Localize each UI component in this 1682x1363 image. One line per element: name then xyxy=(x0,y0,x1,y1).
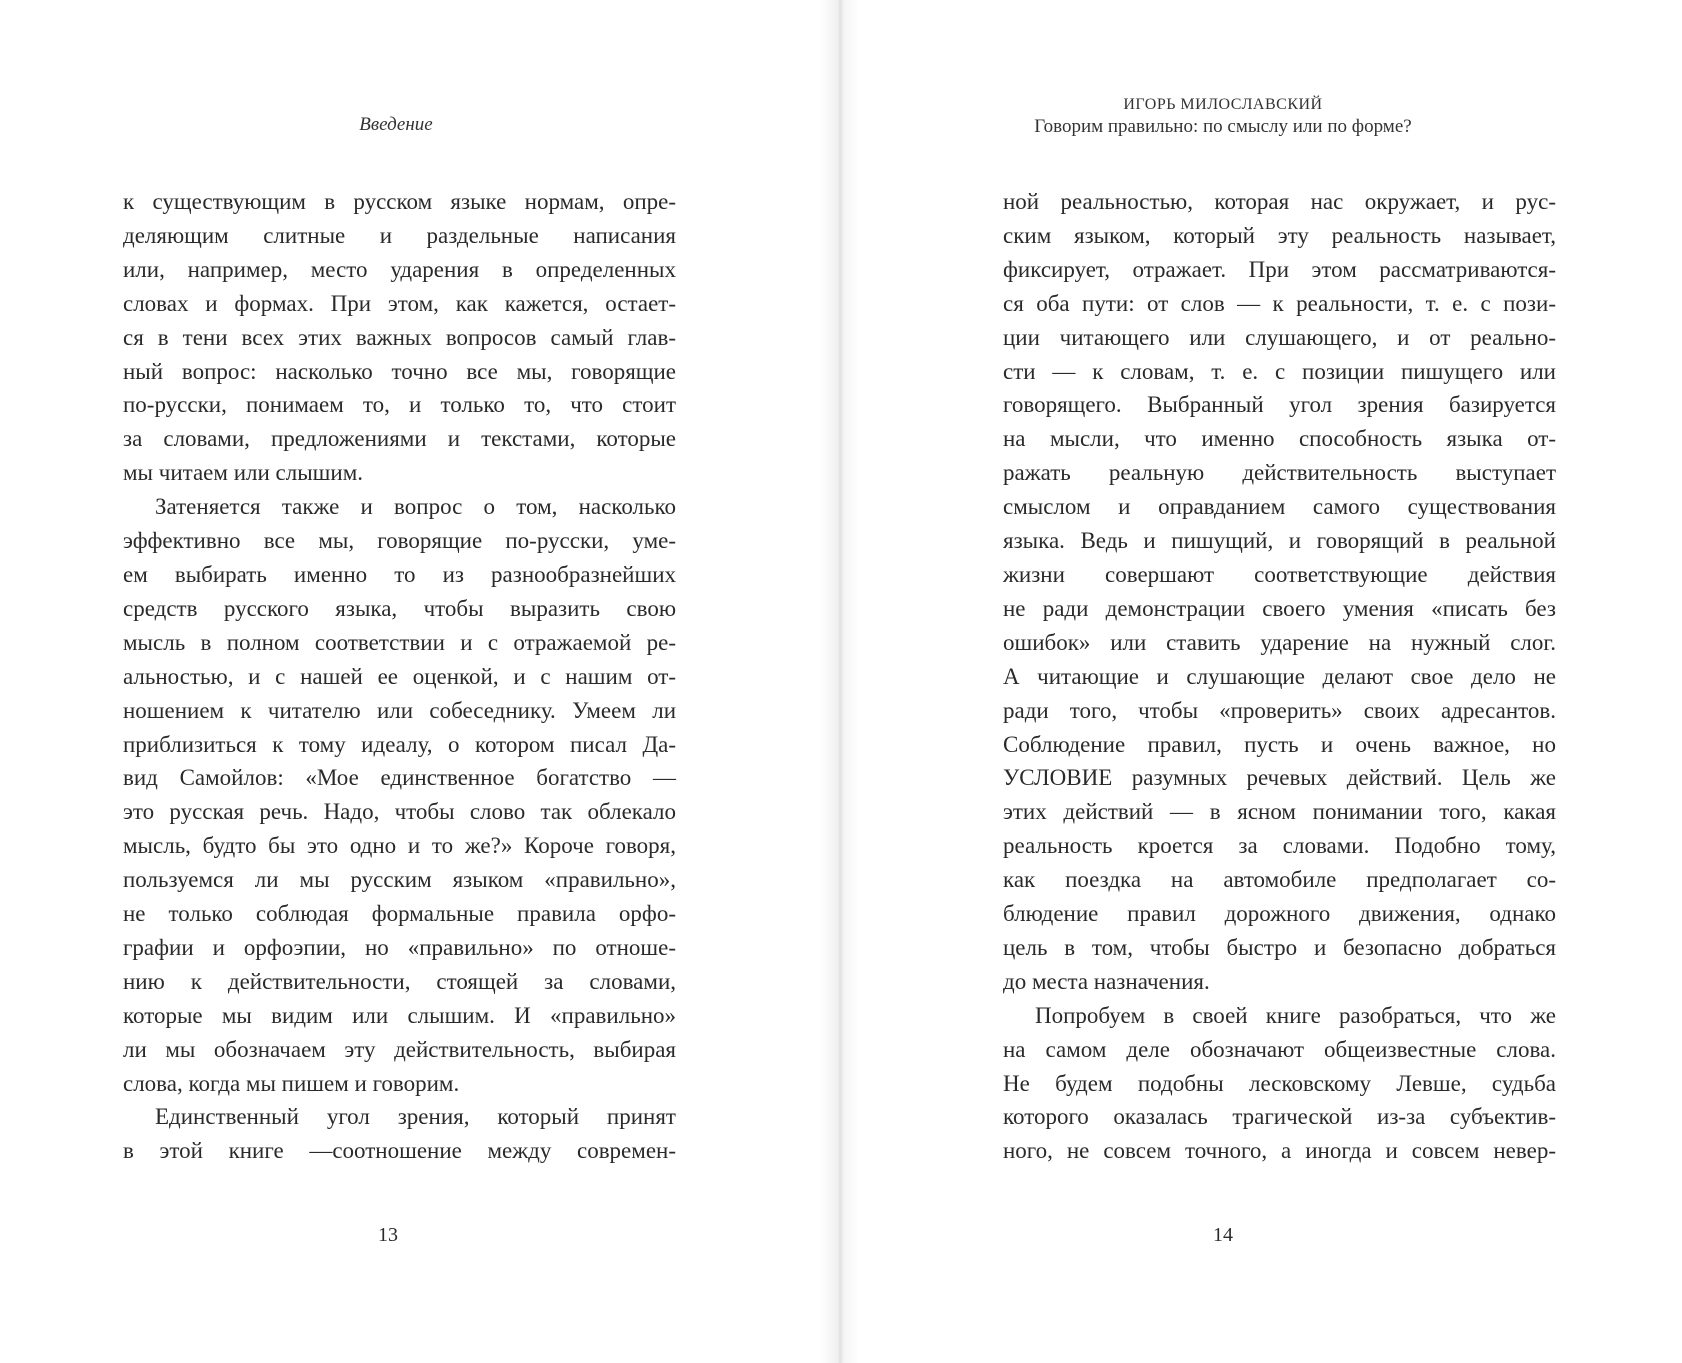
text-line: к существующим в русском языке нормам, опре- xyxy=(123,189,676,214)
text-line: на самом деле обозначают общеизвестные слова. xyxy=(1003,1036,1556,1062)
text-line: языка. Ведь и пишущий, и говорящий в реальной xyxy=(1003,528,1556,554)
text-line: блюдение правил дорожного движения, однако xyxy=(1003,901,1556,927)
text-line: пользуемся ли мы русским языком «правильно», xyxy=(123,867,676,893)
text-line: на мысли, что именно способность языка от- xyxy=(1003,426,1556,452)
text-line: в этой книге —соотношение между современ- xyxy=(123,1138,676,1164)
body-text xyxy=(1003,185,1556,1168)
text-line: альностью, и с нашей ее оценкой, и с нашим от- xyxy=(123,663,676,689)
text-line: УСЛОВИЕ разумных речевых действий. Цель же xyxy=(1003,765,1556,791)
text-line: не только соблюдая формальные правила орфо- xyxy=(123,901,676,927)
text-line: эффективно все мы, говорящие по-русски, уме- xyxy=(123,528,676,554)
text-line: которого оказалась трагической из-за субъектив- xyxy=(1003,1104,1556,1130)
text-line: ся в тени всех этих важных вопросов самый глав- xyxy=(123,324,676,350)
book-gutter xyxy=(820,0,860,1363)
left-page xyxy=(0,0,838,1363)
text-line: реальность кроется за словами. Подобно тому, xyxy=(1003,833,1556,859)
text-line: смыслом и оправданием самого существования xyxy=(1003,494,1556,520)
text-line: Соблюдение правил, пусть и очень важное, но xyxy=(1003,731,1556,757)
text-line: это русская речь. Надо, чтобы слово так облекало xyxy=(123,799,676,825)
text-line: этих действий — в ясном понимании того, какая xyxy=(1003,799,1556,825)
text-line: мысль, будто бы это одно и то же?» Короче говоря, xyxy=(123,833,676,859)
text-line: ражать реальную действительность выступает xyxy=(1003,460,1556,486)
text-line: за словами, предложениями и текстами, которые xyxy=(123,426,676,452)
text-line: Не будем подобны лесковскому Левше, судьба xyxy=(1003,1070,1556,1096)
running-head-title: Говорим правильно: по смыслу или по форме? xyxy=(1034,116,1412,137)
text-line: ся оба пути: от слов — к реальности, т. е. с пози- xyxy=(1003,290,1556,316)
text-line: ции читающего или слушающего, и от реально- xyxy=(1003,324,1556,350)
text-line: ного, не совсем точного, а иногда и совсем невер- xyxy=(1003,1138,1556,1164)
running-head: Введение xyxy=(359,114,433,135)
text-line: ношением к читателю или собеседнику. Умеем ли xyxy=(123,697,676,723)
text-line: ный вопрос: насколько точно все мы, говорящие xyxy=(123,358,676,384)
text-line: фиксирует, отражает. При этом рассматриваются- xyxy=(1003,256,1556,282)
text-line: приблизиться к тому идеалу, о котором писал Да- xyxy=(123,731,676,757)
text-line: ной реальностью, которая нас окружает, и рус- xyxy=(1003,189,1556,214)
text-line: до места назначения. xyxy=(1003,968,1210,994)
text-line: Затеняется также и вопрос о том, насколько xyxy=(155,494,676,520)
text-line: цель в том, чтобы быстро и безопасно добраться xyxy=(1003,934,1556,960)
text-line: или, например, место ударения в определенных xyxy=(123,256,676,282)
text-line: мы читаем или слышим. xyxy=(123,460,363,486)
text-line: ем выбирать именно то из разнообразнейших xyxy=(123,561,676,587)
text-line: А читающие и слушающие делают свое дело не xyxy=(1003,663,1556,689)
page-number: 13 xyxy=(378,1224,398,1246)
text-line: словах и формах. При этом, как кажется, остает- xyxy=(123,290,676,316)
text-line: Единственный угол зрения, который принят xyxy=(155,1104,676,1130)
text-line: мысль в полном соответствии и с отражаемой ре- xyxy=(123,629,676,655)
right-page xyxy=(838,0,1682,1363)
text-line: ради того, чтобы «проверить» своих адресантов. xyxy=(1003,697,1556,723)
text-line: сти — к словам, т. е. с позиции пишущего или xyxy=(1003,358,1556,384)
text-line: которые мы видим или слышим. И «правильно» xyxy=(123,1002,676,1028)
text-line: вид Самойлов: «Мое единственное богатство — xyxy=(123,765,676,791)
text-line: не ради демонстрации своего умения «писать без xyxy=(1003,595,1556,621)
text-line: нию к действительности, стоящей за словами, xyxy=(123,968,676,994)
text-line: ли мы обозначаем эту действительность, выбирая xyxy=(123,1036,676,1062)
text-line: слова, когда мы пишем и говорим. xyxy=(123,1070,460,1096)
text-line: Попробуем в своей книге разобраться, что же xyxy=(1035,1002,1556,1028)
page-number: 14 xyxy=(1213,1224,1233,1246)
text-line: графии и орфоэпии, но «правильно» по отноше- xyxy=(123,934,676,960)
text-line: деляющим слитные и раздельные написания xyxy=(123,222,676,248)
text-line: как поездка на автомобиле предполагает со- xyxy=(1003,867,1556,893)
body-text xyxy=(123,185,676,1168)
text-line: ошибок» или ставить ударение на нужный слог. xyxy=(1003,629,1556,655)
text-line: по-русски, понимаем то, и только то, что стоит xyxy=(123,392,676,418)
text-line: ским языком, который эту реальность называет, xyxy=(1003,222,1556,248)
running-head-author: ИГОРЬ МИЛОСЛАВСКИЙ xyxy=(1123,96,1323,113)
text-line: средств русского языка, чтобы выразить свою xyxy=(123,595,676,621)
text-line: говорящего. Выбранный угол зрения базируется xyxy=(1003,392,1556,418)
text-line: жизни совершают соответствующие действия xyxy=(1003,561,1556,587)
